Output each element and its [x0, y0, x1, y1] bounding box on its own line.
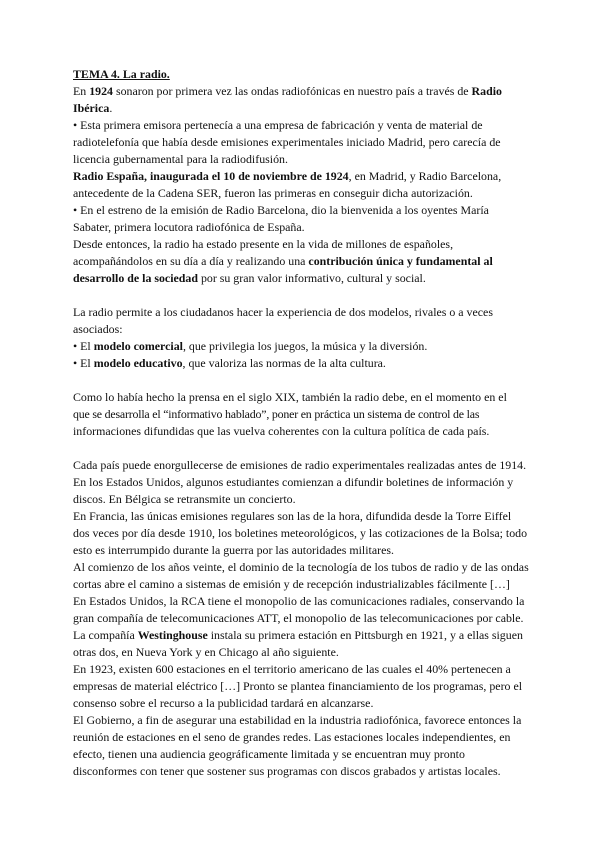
paragraph-experimental-broadcasts: Cada país puede enorgullecerse de emisiones de radio experimentales realizadas antes de 1914. En los Estados Unidos, algunos estudiantes comienzan a difundir boletines de información y discos. En Bélgica se retransmite un concierto.: [73, 458, 527, 506]
paragraph-westinghouse: La compañía Westinghouse instala su primera estación en Pittsburgh en 1921, y a ellas siguen otras dos, en Nueva York y en Chicago al año siguiente.: [73, 628, 523, 659]
paragraph-1923-stations: En 1923, existen 600 estaciones en el territorio americano de las cuales el 40% pertenecen a empresas de material eléctrico […] Pronto se plantea financiamiento de los programas, pero el consenso sobre el recurso a la publicidad tardará en alcanzarse.: [73, 662, 523, 710]
paragraph-government-networks: El Gobierno, a fin de asegurar una estabilidad en la industria radiofónica, favorece entonces la reunión de estaciones en el seno de grandes redes. Las estaciones locales independientes, en efecto, tienen una audiencia geográficamente limitada y se encuentran muy pronto disconformes con tener que sostener sus programas con discos grabados y artistas locales.: [73, 713, 522, 778]
paragraph-twenties: Al comienzo de los años veinte, el dominio de la tecnología de los tubos de radio y de las ondas cortas abre el camino a sistemas de emisión y de recepción industrializables fácilmente […]: [73, 560, 529, 591]
paragraph-rca: En Estados Unidos, la RCA tiene el monopolio de las comunicaciones radiales, conservando la gran compañía de telecomunicaciones ATT, el monopolio de las telecomunicaciones por cable.: [73, 594, 525, 625]
paragraph-since-then: Desde entonces, la radio ha estado presente en la vida de millones de españoles, acompañándolos en su día a día y realizando una contribución única y fundamental al desarrollo de la sociedad por su gran valor informativo, cultural y social.: [73, 237, 493, 285]
paragraph-radio-iberica: En 1924 sonaron por primera vez las ondas radiofónicas en nuestro país a través de Radio Ibérica.: [73, 84, 502, 115]
paragraph-france: En Francia, las únicas emisiones regulares son las de la hora, difundida desde la Torre Eiffel dos veces por día desde 1910, los boletines meteorológicos, y las cotizaciones de la Bolsa; todo esto es interrumpido durante la guerra por las autoridades militares.: [73, 509, 528, 557]
list-item-educational-model: • El modelo educativo, que valoriza las normas de la alta cultura.: [73, 356, 386, 370]
paragraph-two-models: La radio permite a los ciudadanos hacer la experiencia de dos modelos, rivales o a veces asociados:: [73, 305, 493, 336]
list-item-commercial-model: • El modelo comercial, que privilegia los juegos, la música y la diversión.: [73, 339, 428, 353]
paragraph-press-comparison: Como lo había hecho la prensa en el siglo XIX, también la radio debe, en el momento en el que se desarrolla el “informativo hablado”, poner en práctica un sistema de control de las informaciones difundidas que las vuelva coherentes con la cultura política de cada país.: [73, 390, 507, 438]
paragraph-first-station: • Esta primera emisora pertenecía a una empresa de fabricación y venta de material de radiotelefonía que había desde emisiones experimentales iniciado Madrid, pero carecía de licencia gubernamental para la radiodifusión.: [73, 118, 501, 166]
paragraph-radio-espana: Radio España, inaugurada el 10 de noviembre de 1924, en Madrid, y Radio Barcelona, antecedente de la Cadena SER, fueron las primeras en conseguir dicha autorización.: [73, 169, 502, 200]
paragraph-maria-sabater: • En el estreno de la emisión de Radio Barcelona, dio la bienvenida a los oyentes María Sabater, primera locutora radiofónica de España.: [73, 203, 489, 234]
page-title: TEMA 4. La radio.: [73, 67, 170, 81]
